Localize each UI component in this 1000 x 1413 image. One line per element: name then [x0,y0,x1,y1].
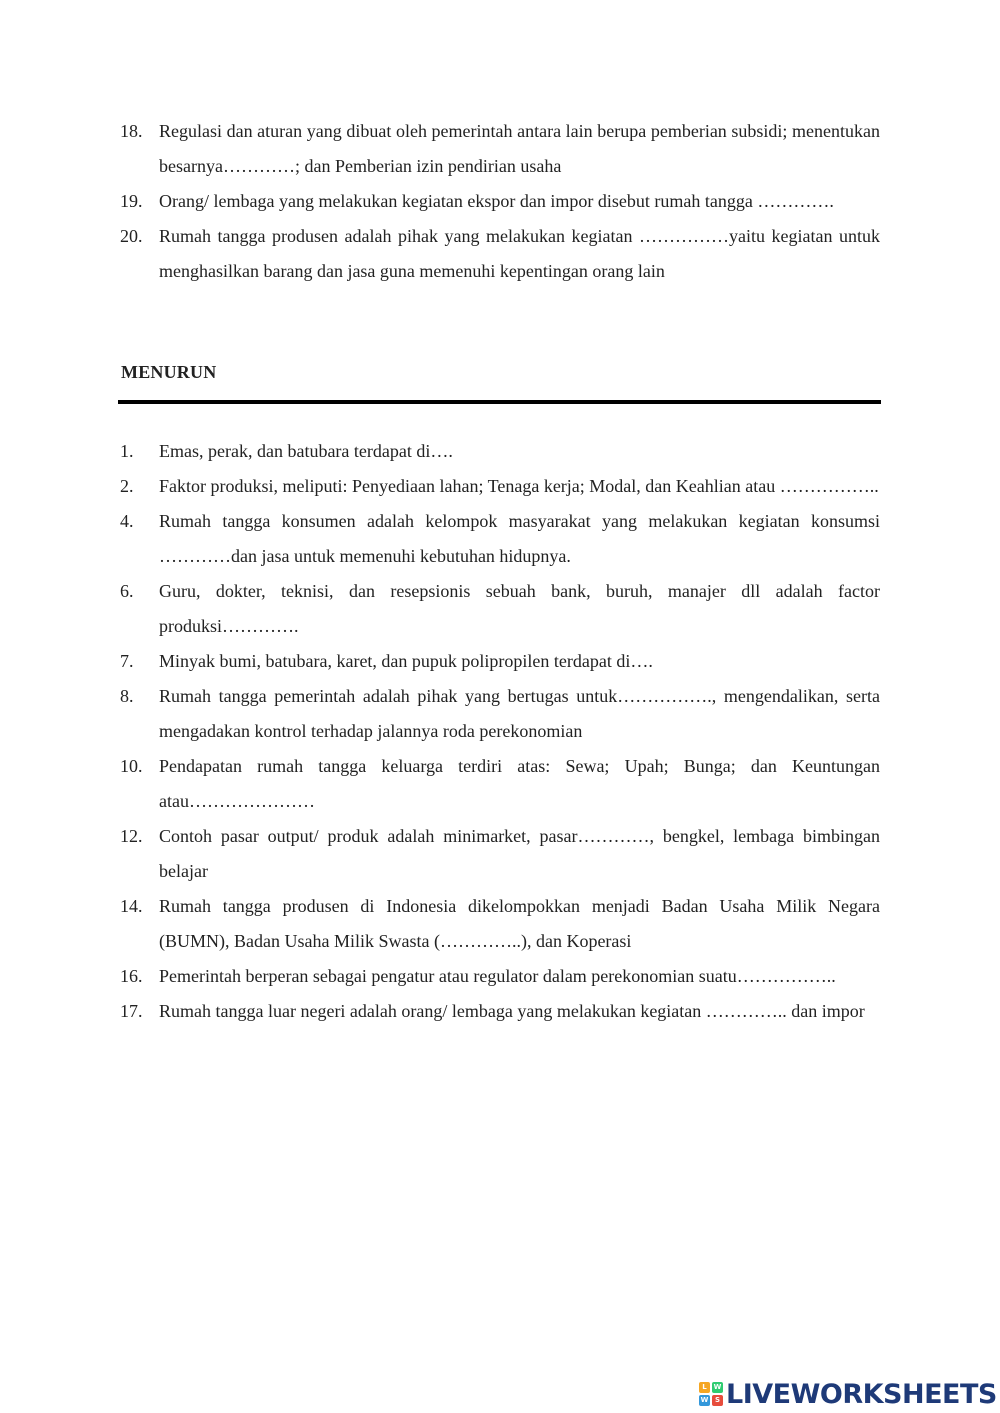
item-number: 12. [120,826,143,846]
list-item [120,889,880,959]
item-text: Rumah tangga konsumen adalah kelompok masyarakat yang melakukan kegiatan konsumsi …………dan jasa untuk memenuhi kebutuhan hidupnya. [159,511,880,566]
item-number: 1. [120,441,134,461]
logo-tile: W [713,1383,722,1391]
list-item [120,994,880,1029]
item-number: 10. [120,756,143,776]
item-number: 8. [120,686,134,706]
item-text: Rumah tangga produsen di Indonesia dikelompokkan menjadi Badan Usaha Milik Negara (BUMN), Badan Usaha Milik Swasta (…………..), dan Koperasi [159,896,880,951]
question-list-down [120,434,880,1029]
section-divider [118,400,881,404]
item-number: 20. [120,226,143,246]
item-number: 6. [120,581,134,601]
brand-name: LIVEWORKSHEETS [726,1378,997,1410]
liveworksheets-logo-icon [699,1382,723,1406]
item-text: Contoh pasar output/ produk adalah minimarket, pasar…………, bengkel, lembaga bimbingan belajar [159,826,880,881]
list-item [120,219,880,289]
item-text: Rumah tangga produsen adalah pihak yang melakukan kegiatan ……………yaitu kegiatan untuk menghasilkan barang dan jasa guna memenuhi kepentingan orang lain [159,226,880,281]
item-number: 4. [120,511,134,531]
item-number: 17. [120,1001,143,1021]
list-item [120,114,880,184]
section-heading: MENURUN [121,362,217,382]
item-text: Guru, dokter, teknisi, dan resepsionis sebuah bank, buruh, manajer dll adalah factor produksi…………. [159,581,880,636]
list-item [120,434,880,469]
list-item [120,184,880,219]
item-number: 18. [120,121,143,141]
logo-tile: L [699,1382,710,1393]
list-item [120,959,880,994]
logo-tile: W [700,1396,709,1404]
item-number: 7. [120,651,134,671]
liveworksheets-watermark[interactable] [699,1380,997,1408]
question-list-top [120,114,880,289]
item-number: 19. [120,191,143,211]
logo-tile: S [712,1395,723,1406]
list-item [120,679,880,749]
item-text: Emas, perak, dan batubara terdapat di…. [159,441,453,461]
list-item [120,504,880,574]
item-text: Minyak bumi, batubara, karet, dan pupuk polipropilen terdapat di…. [159,651,653,671]
item-text: Pemerintah berperan sebagai pengatur atau regulator dalam perekonomian suatu…………….. [159,966,836,986]
list-item [120,574,880,644]
list-item [120,644,880,679]
item-text: Rumah tangga luar negeri adalah orang/ lembaga yang melakukan kegiatan ………….. dan impor [159,1001,865,1021]
item-number: 14. [120,896,143,916]
item-number: 2. [120,476,134,496]
item-number: 16. [120,966,143,986]
list-item [120,469,880,504]
item-text: Regulasi dan aturan yang dibuat oleh pemerintah antara lain berupa pemberian subsidi; menentukan besarnya…………; dan Pemberian izin pendirian usaha [159,121,880,176]
list-item [120,749,880,819]
item-text: Rumah tangga pemerintah adalah pihak yang bertugas untuk……………., mengendalikan, serta mengadakan kontrol terhadap jalannya roda perekonomian [159,686,880,741]
item-text: Faktor produksi, meliputi: Penyediaan lahan; Tenaga kerja; Modal, dan Keahlian atau …………….. [159,476,879,496]
list-item [120,819,880,889]
item-text: Orang/ lembaga yang melakukan kegiatan ekspor dan impor disebut rumah tangga …………. [159,191,834,211]
item-text: Pendapatan rumah tangga keluarga terdiri atas: Sewa; Upah; Bunga; dan Keuntungan atau………………… [159,756,880,811]
